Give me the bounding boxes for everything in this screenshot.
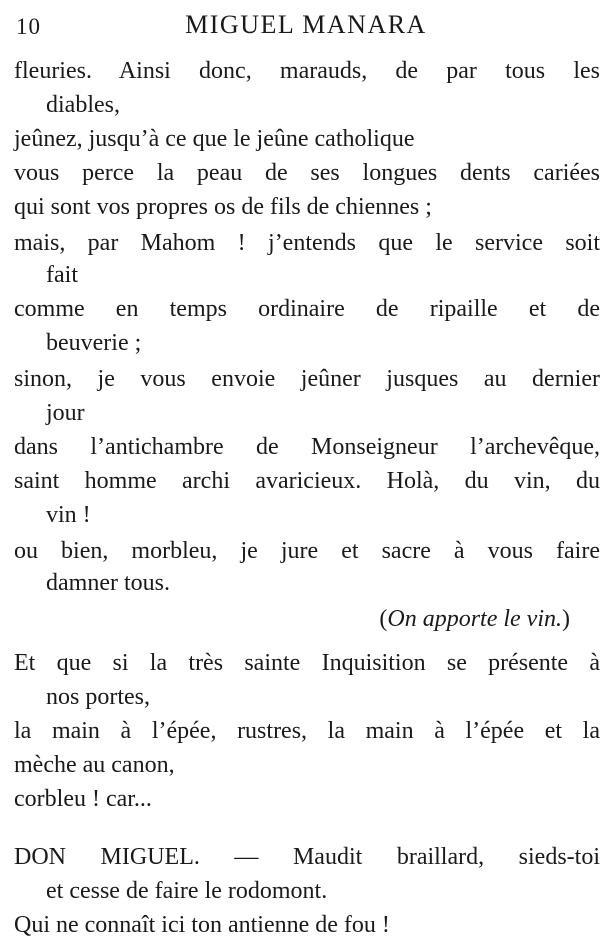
- verse-continuation: nos portes,: [46, 684, 150, 710]
- running-head: [0, 8, 612, 42]
- speech-text: Maudit braillard, sieds-toi: [292, 844, 600, 870]
- stage-direction-text: On apporte le vin.: [387, 606, 562, 632]
- verse-line: comme en temps ordinaire de ripaille et de: [14, 296, 600, 322]
- verse-line: jeûnez, jusqu’à ce que le jeûne catholique: [14, 126, 415, 152]
- verse-line: saint homme archi avaricieux. Holà, du vin, du: [14, 468, 600, 494]
- running-title: MIGUEL MANARA: [185, 10, 427, 39]
- verse-continuation: diables,: [46, 92, 120, 118]
- verse-line: la main à l’épée, rustres, la main à l’épée et la: [14, 718, 600, 744]
- verse-continuation: beuverie ;: [46, 330, 142, 356]
- speech-line: [14, 840, 600, 875]
- verse-line: ou bien, morbleu, je jure et sacre à vous faire: [14, 538, 600, 564]
- stage-paren-close: ): [562, 606, 570, 632]
- stage-paren-open: (: [379, 606, 388, 632]
- verse-line: corbleu ! car...: [14, 786, 152, 812]
- verse-line: mais, par Mahom ! j’entends que le service soit: [14, 230, 600, 256]
- verse-line: Et que si la très sainte Inquisition se présente à: [14, 650, 600, 676]
- verse-continuation: fait: [46, 262, 78, 288]
- verse-line: sinon, je vous envoie jeûner jusques au dernier: [14, 366, 600, 392]
- verse-continuation: jour: [46, 400, 85, 426]
- verse-continuation: damner tous.: [46, 570, 170, 596]
- verse-continuation: vin !: [46, 502, 91, 528]
- verse-line: fleuries. Ainsi donc, marauds, de par tous les: [14, 58, 600, 84]
- verse-line: dans l’antichambre de Monseigneur l’archevêque,: [14, 434, 600, 460]
- stage-direction: [379, 602, 570, 637]
- verse-line: mèche au canon,: [14, 752, 175, 778]
- verse-line: qui sont vos propres os de fils de chiennes ;: [14, 194, 432, 220]
- verse-continuation: et cesse de faire le rodomont.: [46, 878, 328, 904]
- speaker-dash: —: [199, 844, 293, 870]
- verse-line: vous perce la peau de ses longues dents cariées: [14, 160, 600, 186]
- page-number: 10: [16, 14, 41, 39]
- verse-line: Qui ne connaît ici ton antienne de fou !: [14, 912, 390, 938]
- speaker-name: DON MIGUEL.: [14, 844, 200, 870]
